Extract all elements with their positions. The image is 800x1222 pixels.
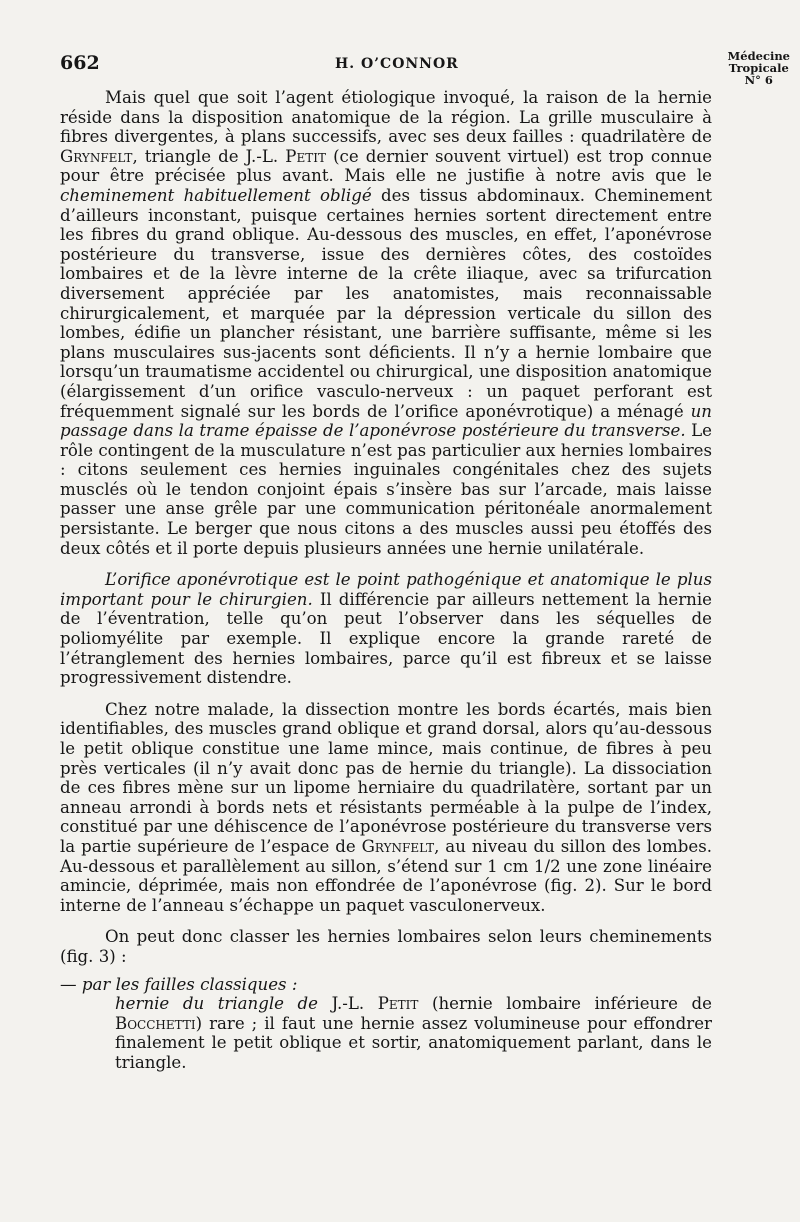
page-header <box>60 50 790 90</box>
text-run: J.-L. <box>318 994 378 1014</box>
emphasis-text: hernie du triangle de <box>115 994 318 1014</box>
paragraph-3 <box>60 700 712 916</box>
text-run: des tissus abdominaux. Cheminement d’ailleurs inconstant, puisque certaines hernies sortent directement entre les fibres du grand oblique. Au-dessous des muscles, en effet, l’aponévrose postérieure du transverse, issue des dernières côtes, des costoïdes lombaires et de la lèvre interne de la crête iliaque, avec sa trifurcation diversement appréciée par les anatomistes, mais reconnaissable chirurgicalement, et marquée par la dépression verticale du sillon des lombes, édifie un plancher résistant, une barrière suffisante, même si les plans musculaires sus-jacents sont déficients. Il n’y a hernie lombaire que lorsqu’un traumatisme accidentel ou chirurgical, une disposition anatomique (élargissement d’un orifice vasculo-nerveux : un paquet perforant est fréquemment signalé sur les bords de l’orifice aponévrotique) a ménagé <box>60 185 712 421</box>
paragraph-gap <box>60 688 712 700</box>
text-run: Mais quel que soit l’agent étiologique invoqué, la raison de la hernie réside dans la disposition anatomique de la région. La grille musculaire à fibres divergentes, à plans successifs, avec ses deux failles : quadrilatère de <box>60 88 712 147</box>
journal-label <box>728 50 790 86</box>
name-grynfelt: Grynfelt <box>361 836 435 856</box>
paragraph-2 <box>60 570 712 688</box>
list-heading <box>60 975 712 995</box>
text-run: Chez notre malade, la dissection montre les bords écartés, mais bien identifiables, des muscles grand oblique et grand dorsal, alors qu’au-dessous le petit oblique constitue une lame mince, mais continue, de fibres à peu près verticales (il n’y avait donc pas de hernie du triangle). La dissociation de ces fibres mène sur un lipome herniaire du quadrilatère, sortant par un anneau arrondi à bords nets et résistants perméable à la pulpe de l’index, constitué par une déhiscence de l’aponévrose postérieure du transverse vers la partie supérieure de l’espace de <box>60 699 712 856</box>
text-run: ) rare ; il faut une hernie assez volumineuse pour effondrer finalement le petit oblique et sortir, anatomiquement parlant, dans le triangle. <box>115 1013 712 1072</box>
name-grynfelt: Grynfelt <box>60 146 133 166</box>
text-run: Il différencie par ailleurs nettement la hernie de l’éventration, telle qu’on peut l’observer dans les séquelles de poliomyélite par exemple. Il explique encore la grande rareté de l’étranglement des hernies lombaires, parce qu’il est fibreux et se laisse progressivement distendre. <box>60 589 712 688</box>
name-petit: Petit <box>377 994 419 1014</box>
text-run: , au niveau du sillon des lombes. Au-dessous et parallèlement au sillon, s’étend sur 1 cm 1/2 une zone linéaire amincie, déprimée, mais non effondrée de l’aponévrose (fig. 2). Sur le bord interne de l’anneau s’échappe un paquet vasculonerveux. <box>60 836 712 915</box>
text-run: , triangle de J.-L. <box>132 146 286 166</box>
journal-line-3: N° 6 <box>744 73 773 87</box>
paragraph-1 <box>60 88 712 558</box>
name-bocchetti: Bocchetti <box>115 1013 196 1033</box>
page-number: 662 <box>60 52 100 74</box>
paragraph-gap <box>60 915 712 927</box>
body-text <box>60 88 712 1073</box>
emphasis-text: cheminement habituellement obligé <box>60 185 372 205</box>
journal-line-1: Médecine <box>727 49 790 63</box>
emphasis-text: L’orifice aponévrotique est le point pathogénique et anatomique le plus important pour le chirurgien. <box>60 570 712 609</box>
journal-line-2: Tropicale <box>728 61 789 75</box>
emphasis-text: — par les failles classiques : <box>60 974 298 994</box>
text-run: Le rôle contingent de la musculature n’est pas particulier aux hernies lombaires : citons seulement ces hernies inguinales congénitales chez des sujets musclés où le tendon conjoint épais s’insère bas sur l’arcade, mais laisse passer une anse grêle par une communication péritonéale anormalement persistante. Le berger que nous citons a des muscles aussi peu étoffés des deux côtés et il porte depuis plusieurs années une hernie unilatérale. <box>60 421 712 558</box>
paragraph-gap <box>60 558 712 570</box>
text-run: (ce dernier souvent virtuel) est trop connue pour être précisée plus avant. Mais elle ne justifie à notre avis que le <box>60 146 713 186</box>
emphasis-text: un passage dans la trame épaisse de l’aponévrose postérieure du transverse. <box>60 401 712 441</box>
list-item-1 <box>60 994 712 1072</box>
paragraph-4: On peut donc classer les hernies lombaires selon leurs cheminements (fig. 3) : <box>60 927 712 966</box>
text-run: (hernie lombaire inférieure de <box>418 994 712 1014</box>
name-petit: Petit <box>285 146 326 166</box>
running-head-author: H. O’CONNOR <box>335 56 459 72</box>
